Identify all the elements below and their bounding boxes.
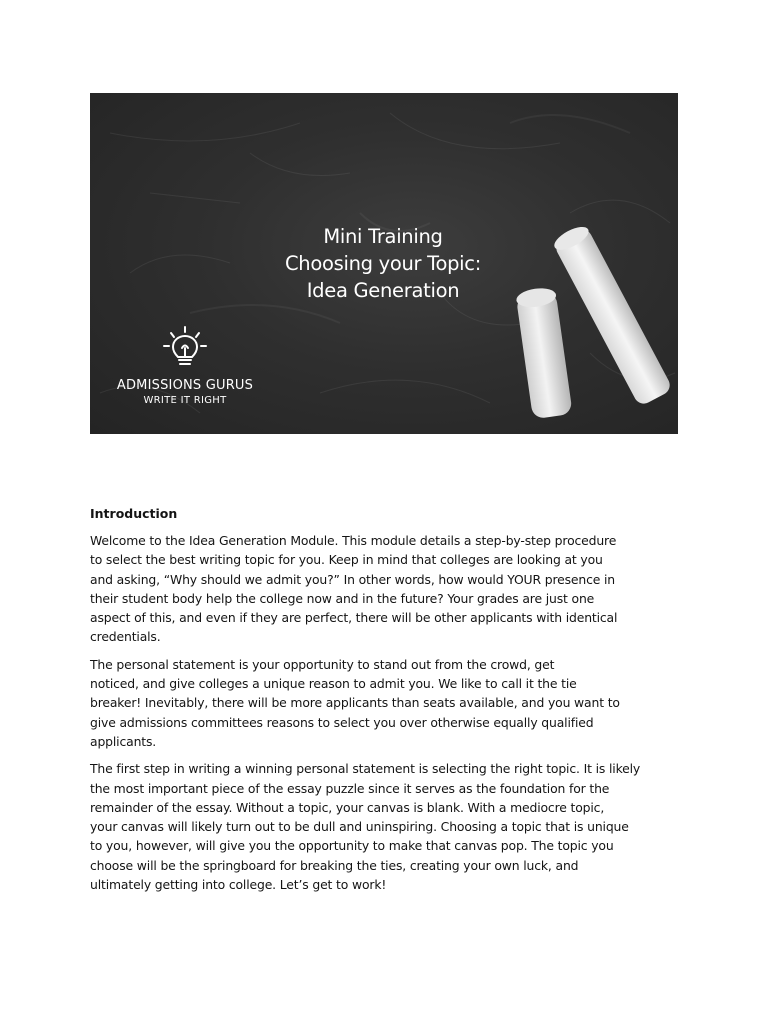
paragraph-1 — [90, 531, 680, 647]
paragraph-line: give admissions committees reasons to select you over otherwise equally qualified — [90, 714, 594, 730]
article-body — [90, 505, 680, 902]
banner-title-line-3: Idea Generation — [306, 279, 460, 302]
paragraph-line: and asking, “Why should we admit you?” In other words, how would YOUR presence in — [90, 571, 615, 587]
paragraph-line: The personal statement is your opportunity to stand out from the crowd, get — [90, 656, 555, 672]
paragraph-3 — [90, 759, 680, 894]
paragraph-line: Welcome to the Idea Generation Module. This module details a step-by-step procedure — [90, 533, 617, 548]
paragraph-line: their student body help the college now and in the future? Your grades are just one — [90, 590, 595, 606]
banner-image — [90, 93, 678, 434]
paragraph-line: aspect of this, and even if they are perfect, there will be other applicants with identical — [90, 610, 618, 626]
banner-title-line-2: Choosing your Topic: — [284, 252, 481, 275]
paragraph-line: choose will be the springboard for breaking the ties, creating your own luck, and — [90, 857, 579, 873]
paragraph-2 — [90, 655, 680, 751]
paragraph-line: ultimately getting into college. Let’s get to work! — [90, 877, 387, 893]
paragraph-line: credentials. — [90, 629, 161, 645]
logo-tagline: WRITE IT RIGHT — [143, 395, 227, 406]
paragraph-line: remainder of the essay. Without a topic, your canvas is blank. With a mediocre topic, — [90, 799, 605, 815]
paragraph-line: noticed, and give colleges a unique reason to admit you. We like to call it the tie — [90, 676, 577, 692]
paragraph-line: breaker! Inevitably, there will be more applicants than seats available, and you want to — [90, 695, 620, 711]
lightbulb-icon — [160, 325, 210, 371]
chalk-image — [500, 213, 670, 423]
paragraph-line: to you, however, will give you the opportunity to make that canvas pop. The topic you — [90, 838, 614, 854]
paragraph-line: applicants. — [90, 733, 157, 749]
banner-title-line-1: Mini Training — [323, 225, 443, 248]
paragraph-line: the most important piece of the essay puzzle since it serves as the foundation for the — [90, 780, 610, 796]
banner-title — [258, 223, 508, 304]
paragraph-line: to select the best writing topic for you. Keep in mind that colleges are looking at you — [90, 552, 603, 568]
paragraph-line: your canvas will likely turn out to be dull and uninspiring. Choosing a topic that is unique — [90, 819, 629, 835]
paragraph-line: The first step in writing a winning personal statement is selecting the right topic. It is likely — [90, 761, 641, 777]
logo-name: ADMISSIONS GURUS — [116, 378, 254, 393]
section-heading: Introduction — [90, 506, 178, 521]
